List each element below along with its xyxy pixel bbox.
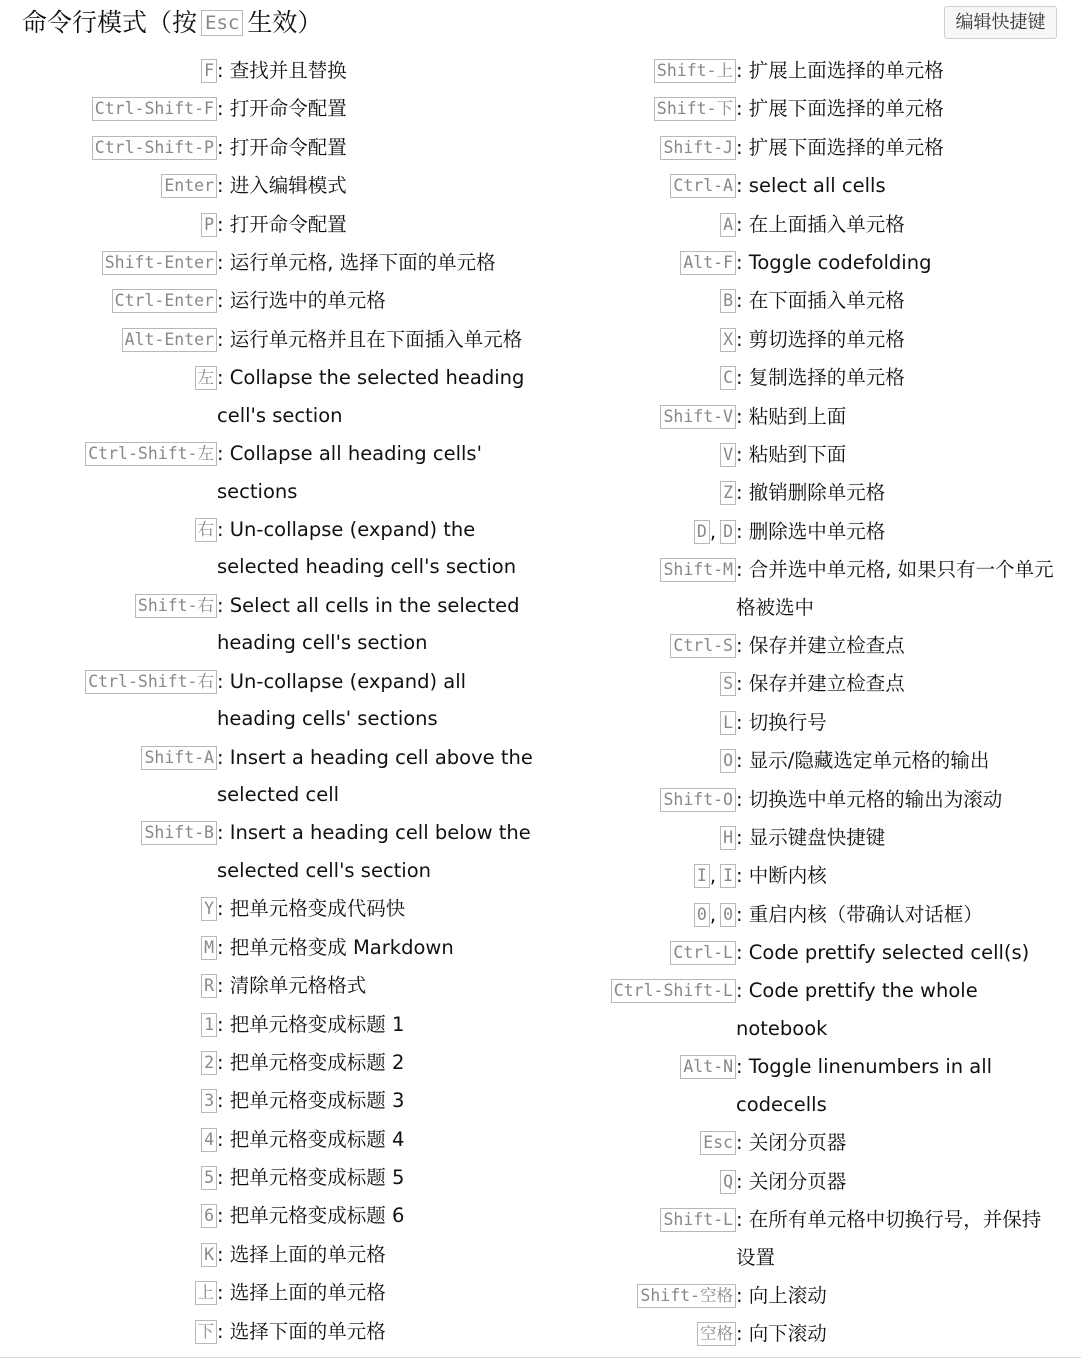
shortcut-keys [0, 929, 217, 967]
shortcut-keys [560, 359, 736, 397]
shortcut-row [0, 511, 560, 586]
shortcut-keys [560, 781, 736, 819]
shortcut-description: : Toggle linenumbers in all codecells [736, 1048, 1081, 1123]
shortcut-description: : select all cells [736, 167, 1081, 205]
key-badge: 右 [195, 518, 218, 542]
shortcut-description: : 重启内核（带确认对话框） [736, 896, 1081, 934]
shortcut-row [0, 129, 560, 167]
shortcut-keys [560, 321, 736, 359]
shortcut-row [560, 1163, 1081, 1201]
shortcut-keys [0, 321, 217, 359]
shortcut-keys [560, 896, 736, 934]
shortcut-row [560, 857, 1081, 895]
key-badge: R [201, 974, 217, 998]
shortcut-description: : 把单元格变成标题 5 [217, 1159, 560, 1197]
shortcut-description: : 运行单元格, 选择下面的单元格 [217, 244, 560, 282]
key-badge: B [720, 289, 736, 313]
shortcut-description: : 把单元格变成标题 3 [217, 1082, 560, 1120]
shortcut-keys [560, 167, 736, 205]
shortcut-keys [0, 206, 217, 244]
shortcut-keys [560, 282, 736, 320]
shortcut-description: : 运行选中的单元格 [217, 282, 560, 320]
shortcut-description: : Select all cells in the selected heading cell's section [217, 587, 560, 662]
shortcut-description: : 保存并建立检查点 [736, 665, 1081, 703]
key-badge: Z [720, 481, 736, 505]
shortcut-description: : 清除单元格格式 [217, 967, 560, 1005]
shortcut-row [560, 1124, 1081, 1162]
shortcut-row [0, 739, 560, 814]
shortcut-description: : 在上面插入单元格 [736, 206, 1081, 244]
key-badge: Shift-右 [135, 594, 217, 618]
key-badge: P [201, 213, 217, 237]
shortcut-keys [560, 1201, 736, 1239]
key-badge: A [720, 213, 736, 237]
shortcut-description: : 查找并且替换 [217, 52, 560, 90]
shortcut-description: : 粘贴到下面 [736, 436, 1081, 474]
key-badge: L [720, 711, 736, 735]
shortcut-row [560, 781, 1081, 819]
key-badge: Ctrl-Shift-L [611, 979, 736, 1003]
title-prefix: 命令行模式（按 [22, 8, 198, 37]
shortcut-keys [0, 52, 217, 90]
key-badge: Shift-J [660, 136, 736, 160]
shortcut-keys [0, 244, 217, 282]
shortcut-keys [0, 587, 217, 625]
section-title [22, 4, 322, 42]
key-badge: 空格 [697, 1322, 736, 1346]
shortcut-description: : Collapse all heading cells' sections [217, 435, 560, 510]
shortcut-row [0, 587, 560, 662]
key-badge: Ctrl-Shift-F [92, 97, 217, 121]
shortcut-keys [0, 167, 217, 205]
key-badge: V [720, 443, 736, 467]
key-badge: Shift-上 [654, 59, 736, 83]
key-badge: F [201, 59, 217, 83]
shortcut-row [0, 890, 560, 928]
shortcut-description: : 把单元格变成标题 6 [217, 1197, 560, 1235]
shortcut-row [0, 814, 560, 889]
shortcut-row [0, 1044, 560, 1082]
shortcut-row [560, 972, 1081, 1047]
shortcut-keys [560, 513, 736, 551]
shortcut-description: : 中断内核 [736, 857, 1081, 895]
shortcut-keys [560, 206, 736, 244]
shortcut-description: : 删除选中单元格 [736, 513, 1081, 551]
shortcut-row [0, 282, 560, 320]
shortcut-keys [0, 282, 217, 320]
key-badge: Enter [161, 174, 217, 198]
shortcut-row [0, 967, 560, 1005]
shortcut-row [560, 513, 1081, 551]
shortcut-row [0, 929, 560, 967]
shortcut-description: : 把单元格变成标题 1 [217, 1006, 560, 1044]
shortcut-description: : 扩展下面选择的单元格 [736, 129, 1081, 167]
key-separator: , [709, 864, 717, 888]
shortcut-description: : 选择下面的单元格 [217, 1313, 560, 1351]
shortcut-keys [0, 129, 217, 167]
shortcut-description: : 打开命令配置 [217, 206, 560, 244]
shortcut-row [560, 551, 1081, 626]
shortcut-keys [0, 90, 217, 128]
shortcut-description: : Toggle codefolding [736, 244, 1081, 282]
shortcut-description: : 切换选中单元格的输出为滚动 [736, 781, 1081, 819]
shortcut-keys [0, 1159, 217, 1197]
key-badge: Shift-A [141, 746, 217, 770]
shortcut-row [560, 90, 1081, 128]
key-badge: Ctrl-Enter [112, 289, 217, 313]
shortcut-row [560, 436, 1081, 474]
shortcut-description: : 运行单元格并且在下面插入单元格 [217, 321, 560, 359]
key-badge: Ctrl-S [670, 634, 736, 658]
edit-shortcuts-button[interactable]: 编辑快捷键 [944, 6, 1057, 39]
right-shortcut-list [560, 52, 1081, 1354]
key-badge: Shift-L [660, 1208, 736, 1232]
shortcut-keys [0, 1044, 217, 1082]
shortcut-description: : 打开命令配置 [217, 90, 560, 128]
shortcut-row [0, 1121, 560, 1159]
shortcut-description: : 选择上面的单元格 [217, 1236, 560, 1274]
shortcut-row [0, 244, 560, 282]
shortcut-keys [560, 551, 736, 589]
shortcut-row [560, 1201, 1081, 1276]
key-badge: Shift-B [141, 821, 217, 845]
shortcut-keys [560, 52, 736, 90]
key-badge: Ctrl-Shift-左 [85, 442, 217, 466]
shortcut-keys [560, 972, 736, 1010]
key-badge: 1 [201, 1013, 217, 1037]
shortcut-row [0, 167, 560, 205]
shortcut-keys [0, 663, 217, 701]
shortcut-keys [0, 511, 217, 549]
key-badge: D [720, 520, 736, 544]
key-separator: , [709, 902, 717, 926]
key-badge: M [201, 936, 217, 960]
shortcut-row [560, 934, 1081, 972]
key-badge: D [694, 520, 710, 544]
shortcut-description: : Code prettify selected cell(s) [736, 934, 1081, 972]
shortcut-description: : 在所有单元格中切换行号，并保持设置 [736, 1201, 1081, 1276]
shortcut-row [560, 167, 1081, 205]
shortcut-row [0, 206, 560, 244]
shortcut-description: : 扩展下面选择的单元格 [736, 90, 1081, 128]
shortcut-row [560, 819, 1081, 857]
shortcut-keys [0, 967, 217, 1005]
left-shortcut-list [0, 52, 560, 1351]
key-badge: I [720, 864, 736, 888]
shortcut-row [0, 1159, 560, 1197]
key-badge: Alt-N [680, 1055, 736, 1079]
help-header [0, 0, 1081, 46]
shortcut-keys [0, 814, 217, 852]
key-badge: K [201, 1243, 217, 1267]
shortcut-description: : 打开命令配置 [217, 129, 560, 167]
shortcut-description: : Insert a heading cell above the selected cell [217, 739, 560, 814]
shortcut-row [0, 1236, 560, 1274]
shortcut-keys [560, 436, 736, 474]
key-badge: Alt-Enter [122, 328, 217, 352]
shortcut-row [560, 704, 1081, 742]
esc-key-badge: Esc [201, 10, 243, 36]
shortcut-row [560, 244, 1081, 282]
key-badge: H [720, 826, 736, 850]
shortcut-description: : Un-collapse (expand) the selected heading cell's section [217, 511, 560, 586]
shortcut-keys [0, 1006, 217, 1044]
shortcut-row [560, 627, 1081, 665]
shortcut-row [0, 90, 560, 128]
shortcut-keys [560, 934, 736, 972]
shortcut-keys [560, 1315, 736, 1353]
shortcut-row [0, 435, 560, 510]
key-badge: Shift-V [660, 405, 736, 429]
shortcut-keys [0, 1274, 217, 1312]
shortcut-row [0, 1006, 560, 1044]
shortcut-description: : 向下滚动 [736, 1315, 1081, 1353]
key-badge: 5 [201, 1166, 217, 1190]
key-badge: Y [201, 897, 217, 921]
shortcut-description: : 关闭分页器 [736, 1124, 1081, 1162]
shortcut-keys [560, 857, 736, 895]
key-badge: Shift-Enter [102, 251, 217, 275]
key-badge: Esc [700, 1131, 736, 1155]
shortcut-description: : 显示/隐藏选定单元格的输出 [736, 742, 1081, 780]
shortcut-row [560, 129, 1081, 167]
shortcut-description: : 把单元格变成标题 2 [217, 1044, 560, 1082]
shortcut-description: : 复制选择的单元格 [736, 359, 1081, 397]
shortcut-keys [0, 1236, 217, 1274]
shortcut-keys [560, 1277, 736, 1315]
shortcut-row [560, 52, 1081, 90]
key-badge: O [720, 749, 736, 773]
key-badge: 4 [201, 1128, 217, 1152]
shortcut-keys [560, 742, 736, 780]
shortcut-description: : 进入编辑模式 [217, 167, 560, 205]
shortcut-row [0, 321, 560, 359]
shortcut-description: : 在下面插入单元格 [736, 282, 1081, 320]
shortcut-keys [560, 90, 736, 128]
key-badge: Alt-F [680, 251, 736, 275]
shortcut-row [560, 1048, 1081, 1123]
key-badge: 下 [195, 1320, 218, 1344]
key-badge: Shift-空格 [637, 1284, 736, 1308]
shortcut-row [0, 1313, 560, 1351]
shortcut-row [0, 1274, 560, 1312]
shortcut-description: : 剪切选择的单元格 [736, 321, 1081, 359]
shortcut-description: : Un-collapse (expand) all heading cells' sections [217, 663, 560, 738]
shortcut-row [0, 1197, 560, 1235]
shortcut-keys [0, 1082, 217, 1120]
shortcut-row [560, 474, 1081, 512]
title-suffix: 生效） [247, 8, 323, 37]
key-badge: Shift-M [660, 558, 736, 582]
key-separator: , [709, 519, 717, 543]
key-badge: Ctrl-Shift-右 [85, 670, 217, 694]
shortcut-keys [0, 890, 217, 928]
key-badge: I [694, 864, 710, 888]
shortcut-keys [560, 474, 736, 512]
shortcut-description: : 把单元格变成代码快 [217, 890, 560, 928]
shortcut-row [560, 282, 1081, 320]
shortcut-row [560, 665, 1081, 703]
key-badge: Ctrl-Shift-P [92, 136, 217, 160]
shortcut-description: : 粘贴到上面 [736, 398, 1081, 436]
shortcut-keys [560, 665, 736, 703]
shortcut-row [560, 398, 1081, 436]
shortcut-keys [0, 359, 217, 397]
shortcut-description: : 撤销删除单元格 [736, 474, 1081, 512]
shortcut-description: : 切换行号 [736, 704, 1081, 742]
shortcut-keys [560, 398, 736, 436]
shortcut-description: : 选择上面的单元格 [217, 1274, 560, 1312]
shortcut-keys [0, 1121, 217, 1159]
shortcut-row [560, 742, 1081, 780]
shortcut-keys [560, 1124, 736, 1162]
shortcut-keys [560, 1048, 736, 1086]
shortcut-row [0, 52, 560, 90]
shortcut-description: : 把单元格变成 Markdown [217, 929, 560, 967]
shortcut-description: : 把单元格变成标题 4 [217, 1121, 560, 1159]
key-badge: Ctrl-A [670, 174, 736, 198]
shortcut-description: : 向上滚动 [736, 1277, 1081, 1315]
shortcut-row [560, 321, 1081, 359]
shortcut-keys [0, 739, 217, 777]
shortcut-description: : Code prettify the whole notebook [736, 972, 1081, 1047]
key-badge: 0 [694, 903, 710, 927]
shortcut-row [560, 896, 1081, 934]
key-badge: X [720, 328, 736, 352]
shortcut-keys [560, 129, 736, 167]
shortcut-keys [560, 244, 736, 282]
shortcut-description: : 扩展上面选择的单元格 [736, 52, 1081, 90]
key-badge: Shift-O [660, 788, 736, 812]
key-badge: 左 [195, 366, 218, 390]
shortcut-keys [560, 627, 736, 665]
shortcut-row [0, 1082, 560, 1120]
shortcut-row [0, 663, 560, 738]
shortcut-description: : 显示键盘快捷键 [736, 819, 1081, 857]
shortcut-row [560, 1315, 1081, 1353]
shortcut-keys [0, 1313, 217, 1351]
shortcut-row [0, 359, 560, 434]
key-badge: 0 [720, 903, 736, 927]
shortcut-keys [0, 1197, 217, 1235]
key-badge: Shift-下 [654, 97, 736, 121]
key-badge: 上 [195, 1281, 218, 1305]
key-badge: Q [720, 1170, 736, 1194]
shortcut-row [560, 359, 1081, 397]
shortcut-keys [560, 704, 736, 742]
shortcut-description: : 保存并建立检查点 [736, 627, 1081, 665]
key-badge: 6 [201, 1204, 217, 1228]
shortcut-keys [0, 435, 217, 473]
shortcut-keys [560, 1163, 736, 1201]
key-badge: 3 [201, 1089, 217, 1113]
shortcut-description: : 关闭分页器 [736, 1163, 1081, 1201]
shortcut-description: : Collapse the selected heading cell's section [217, 359, 560, 434]
shortcut-row [560, 206, 1081, 244]
shortcut-row [560, 1277, 1081, 1315]
key-badge: 2 [201, 1051, 217, 1075]
bottom-divider [0, 1357, 1081, 1358]
shortcut-description: : 合并选中单元格, 如果只有一个单元格被选中 [736, 551, 1081, 626]
key-badge: C [720, 366, 736, 390]
key-badge: Ctrl-L [670, 941, 736, 965]
shortcut-description: : Insert a heading cell below the selected cell's section [217, 814, 560, 889]
shortcut-keys [560, 819, 736, 857]
key-badge: S [720, 672, 736, 696]
